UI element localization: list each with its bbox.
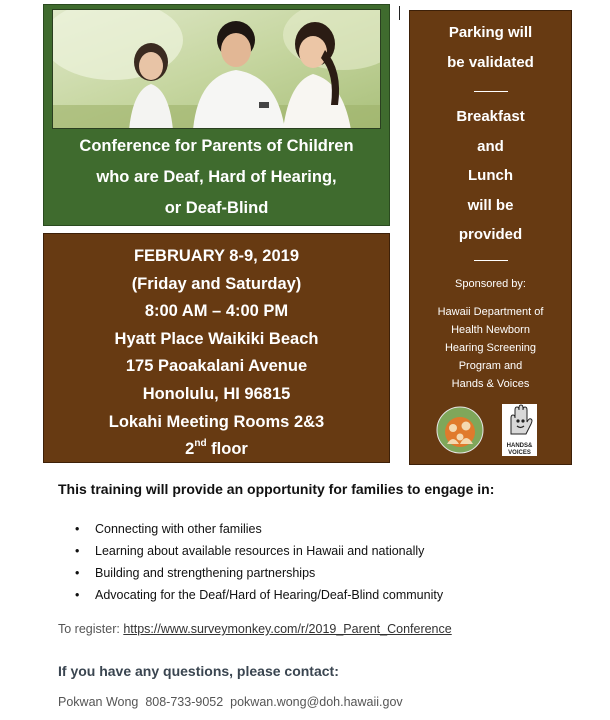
event-street: 175 Paoakalani Avenue	[125, 357, 308, 376]
contact-email[interactable]: pokwan.wong@doh.hawaii.gov	[230, 695, 403, 709]
list-item: • Advocating for the Deaf/Hard of Hearing/Deaf-Blind community	[75, 584, 443, 606]
event-floor	[44, 436, 389, 464]
register-link[interactable]: https://www.surveymonkey.com/r/2019_Parent_Conference	[123, 622, 452, 636]
title-line: who are Deaf, Hard of Hearing,	[96, 168, 337, 186]
hv-logo-word: HANDS	[506, 443, 528, 449]
hands-and-voices-logo	[502, 404, 537, 456]
conference-title-box	[43, 4, 390, 226]
meals-line: will be	[467, 196, 514, 214]
event-venue: Hyatt Place Waikiki Beach	[114, 329, 319, 348]
meals-line: Lunch	[468, 167, 513, 184]
hand-icon	[502, 404, 537, 438]
floor-suffix: nd	[194, 437, 207, 449]
event-city: Honolulu, HI 96815	[142, 384, 291, 403]
floor-number: 2	[185, 440, 195, 459]
title-line: or Deaf-Blind	[164, 199, 269, 217]
meals-line: and	[477, 137, 504, 155]
title-line: Conference for Parents of Children	[79, 137, 354, 155]
register-label: To register:	[58, 622, 124, 636]
event-rooms: Lokahi Meeting Rooms 2&3	[108, 412, 325, 431]
contact-line	[58, 695, 403, 709]
event-days: (Friday and Saturday)	[131, 274, 302, 293]
floor-word: floor	[211, 440, 248, 459]
list-item: • Building and strengthening partnerships	[75, 562, 443, 584]
newborn-hearing-logo	[436, 406, 484, 454]
sponsor-line: Hawaii Department of	[437, 305, 544, 318]
contact-name: Pokwan Wong	[58, 695, 139, 709]
hv-logo-amp: &	[528, 443, 533, 449]
parking-line: be validated	[447, 53, 534, 71]
conference-title	[44, 131, 389, 224]
meals-line: provided	[458, 226, 523, 243]
sponsored-label: Sponsored by:	[455, 277, 526, 290]
intro-text: This training will provide an opportunity for families to engage in:	[58, 481, 495, 497]
event-details-box	[43, 233, 390, 463]
questions-heading: If you have any questions, please contact:	[58, 663, 339, 679]
sponsor-line: Hands & Voices	[451, 377, 530, 390]
sponsor-line: Program and	[458, 359, 523, 372]
event-time: 8:00 AM – 4:00 PM	[144, 302, 289, 321]
meals-line: Breakfast	[456, 108, 525, 125]
parking-line: Parking will	[448, 24, 533, 41]
register-line	[58, 622, 452, 636]
list-item: • Connecting with other families	[75, 518, 443, 540]
hv-logo-word: VOICES	[508, 450, 531, 456]
contact-phone: 808-733-9052	[145, 695, 224, 709]
activity-list	[75, 518, 443, 606]
text-cursor-line	[399, 6, 400, 20]
sponsor-line: Health Newborn	[451, 323, 530, 336]
sidebar-box	[409, 10, 572, 465]
sponsor-line: Hearing Screening	[444, 341, 537, 354]
family-photo	[52, 9, 381, 129]
event-date: FEBRUARY 8-9, 2019	[133, 247, 300, 265]
list-item: • Learning about available resources in Hawaii and nationally	[75, 540, 443, 562]
